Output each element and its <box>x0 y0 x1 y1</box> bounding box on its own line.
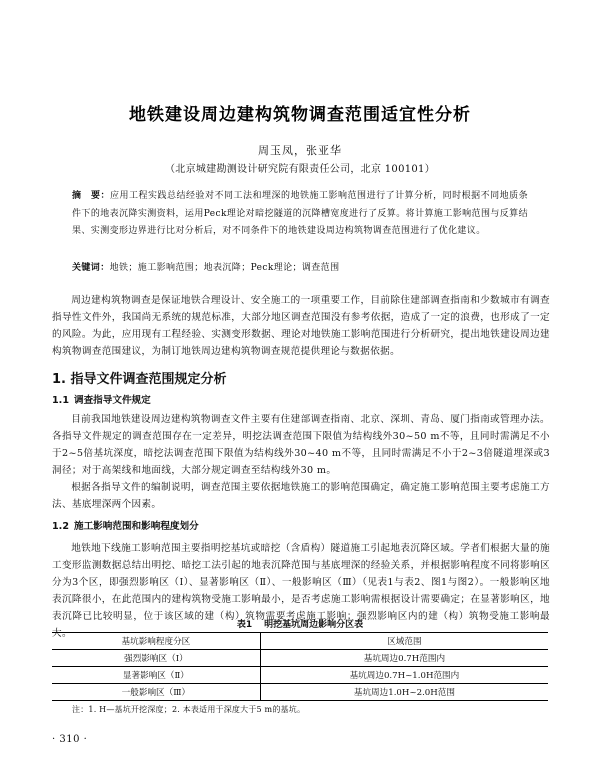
section-1-2-heading <box>52 518 199 532</box>
table-header-cell: 区域范围 <box>387 637 422 647</box>
authors: 周玉凤，张亚华 <box>258 144 342 157</box>
table-header-row <box>52 633 548 650</box>
table-caption <box>0 617 600 630</box>
table-cell: 基坑周边0.7H范围内 <box>363 654 446 664</box>
table-cell: 显著影响区（Ⅱ） <box>52 667 260 684</box>
paragraph: 根据各指导文件的编制说明，调查范围主要依据地铁施工的影响范围确定，确定施工影响范围主要考虑施工方法、基底埋深两个因素。 <box>52 482 550 510</box>
section-1-1-heading <box>52 392 151 406</box>
intro-paragraph: 周边建构筑物调查是保证地铁合理设计、安全施工的一项重要工作，目前除住建部调查指南和少数城市有调查指导性文件外，我国尚无系统的规范标准，大部分地区调查范围没有参考依据，造成了一定的浪费，也形成了一定的风险。为此，应用现有工程经验、实测变形数据、理论对地铁施工影响范围进行分析研究，提出地铁建设周边建构筑物调查范围建议，为制订地铁周边建构筑物调查规范提供理论与数据依据。 <box>52 295 550 357</box>
abstract <box>72 188 528 241</box>
table-number: 表1 <box>236 620 253 630</box>
table-cell: 一般影响区（Ⅲ） <box>52 684 260 701</box>
table-cell: 基坑周边0.7H~1.0H范围内 <box>349 671 460 681</box>
table-caption-text: 明挖基坑周边影响分区表 <box>264 620 364 630</box>
introduction <box>52 292 550 360</box>
section-title: 施工影响范围和影响程度划分 <box>74 521 199 532</box>
table-cell: 强烈影响区（Ⅰ） <box>52 650 260 667</box>
section-1-1-body <box>52 411 550 513</box>
table-header-cell: 基坑影响程度分区 <box>52 633 260 650</box>
paragraph: 目前我国地铁建设周边建构筑物调查文件主要有住建部调查指南、北京、深圳、青岛、厦门指南或管理办法。各指导文件规定的调查范围存在一定差异，明挖法调查范围下限值为结构线外30~50 m不等，且同时需满足不小于2~5倍基坑深度，暗挖法调查范围下限值为结构线外30~40 m不等，且同时需满足不小于2~3倍隧道埋深或3洞径；对于高架线和地面线，大部分规定调查至结构线外30 m。 <box>52 414 550 476</box>
table-row <box>52 667 548 684</box>
section-number: 1.1 <box>52 395 69 406</box>
page-number: · 310 · <box>52 734 88 745</box>
keywords <box>72 260 528 277</box>
table-note: 注：1. H—基坑开挖深度；2. 本表适用于深度大于5 m的基坑。 <box>72 705 306 714</box>
paper-title: 地铁建设周边建构筑物调查范围适宜性分析 <box>129 105 471 125</box>
keywords-text: 地铁；施工影响范围；地表沉降；Peck理论；调查范围 <box>109 263 340 273</box>
keywords-label: 关键词： <box>72 263 110 273</box>
abstract-label: 摘 要： <box>72 191 111 201</box>
section-1-heading: 1. 指导文件调查范围规定分析 <box>52 372 227 387</box>
paragraph: 地铁地下线施工影响范围主要指明挖基坑或暗挖（含盾构）隧道施工引起地表沉降区域。学者们根据大量的施工变形监测数据总结出明挖、暗挖工法引起的地表沉降范围与基底埋深的经验关系，并根据影响程度不同将影响区分为3个区，即强烈影响区（Ⅰ）、显著影响区（Ⅱ）、一般影响区（Ⅲ）（见表1与表2、图1与图2）。一般影响区地表沉降很小，在此范围内的建构筑物受施工影响最小，是否考虑施工影响需根据设计需要确定；在显著影响区，地表沉降已比较明显，位于该区域的建（构）筑物需要考虑施工影响；强烈影响区内的建（构）筑物受施工影响最大。 <box>52 543 550 639</box>
affiliation: （北京城建勘测设计研究院有限责任公司，北京 100101） <box>164 164 436 175</box>
table-row <box>52 684 548 701</box>
section-title: 调查指导文件规定 <box>74 395 151 406</box>
table-cell: 基坑周边1.0H~2.0H范围 <box>353 688 455 698</box>
impact-zone-table <box>52 632 548 701</box>
abstract-text: 应用工程实践总结经验对不同工法和埋深的地铁施工影响范围进行了计算分析，同时根据不同地质条件下的地表沉降实测资料，运用Peck理论对暗挖隧道的沉降槽宽度进行了反算。将计算施工影响范围与反算结果、实测变形边界进行比对分析后，对不同条件下的地铁建设周边构筑物调查范围进行了优化建议。 <box>72 191 528 236</box>
table-row <box>52 650 548 667</box>
section-number: 1.2 <box>52 521 69 532</box>
